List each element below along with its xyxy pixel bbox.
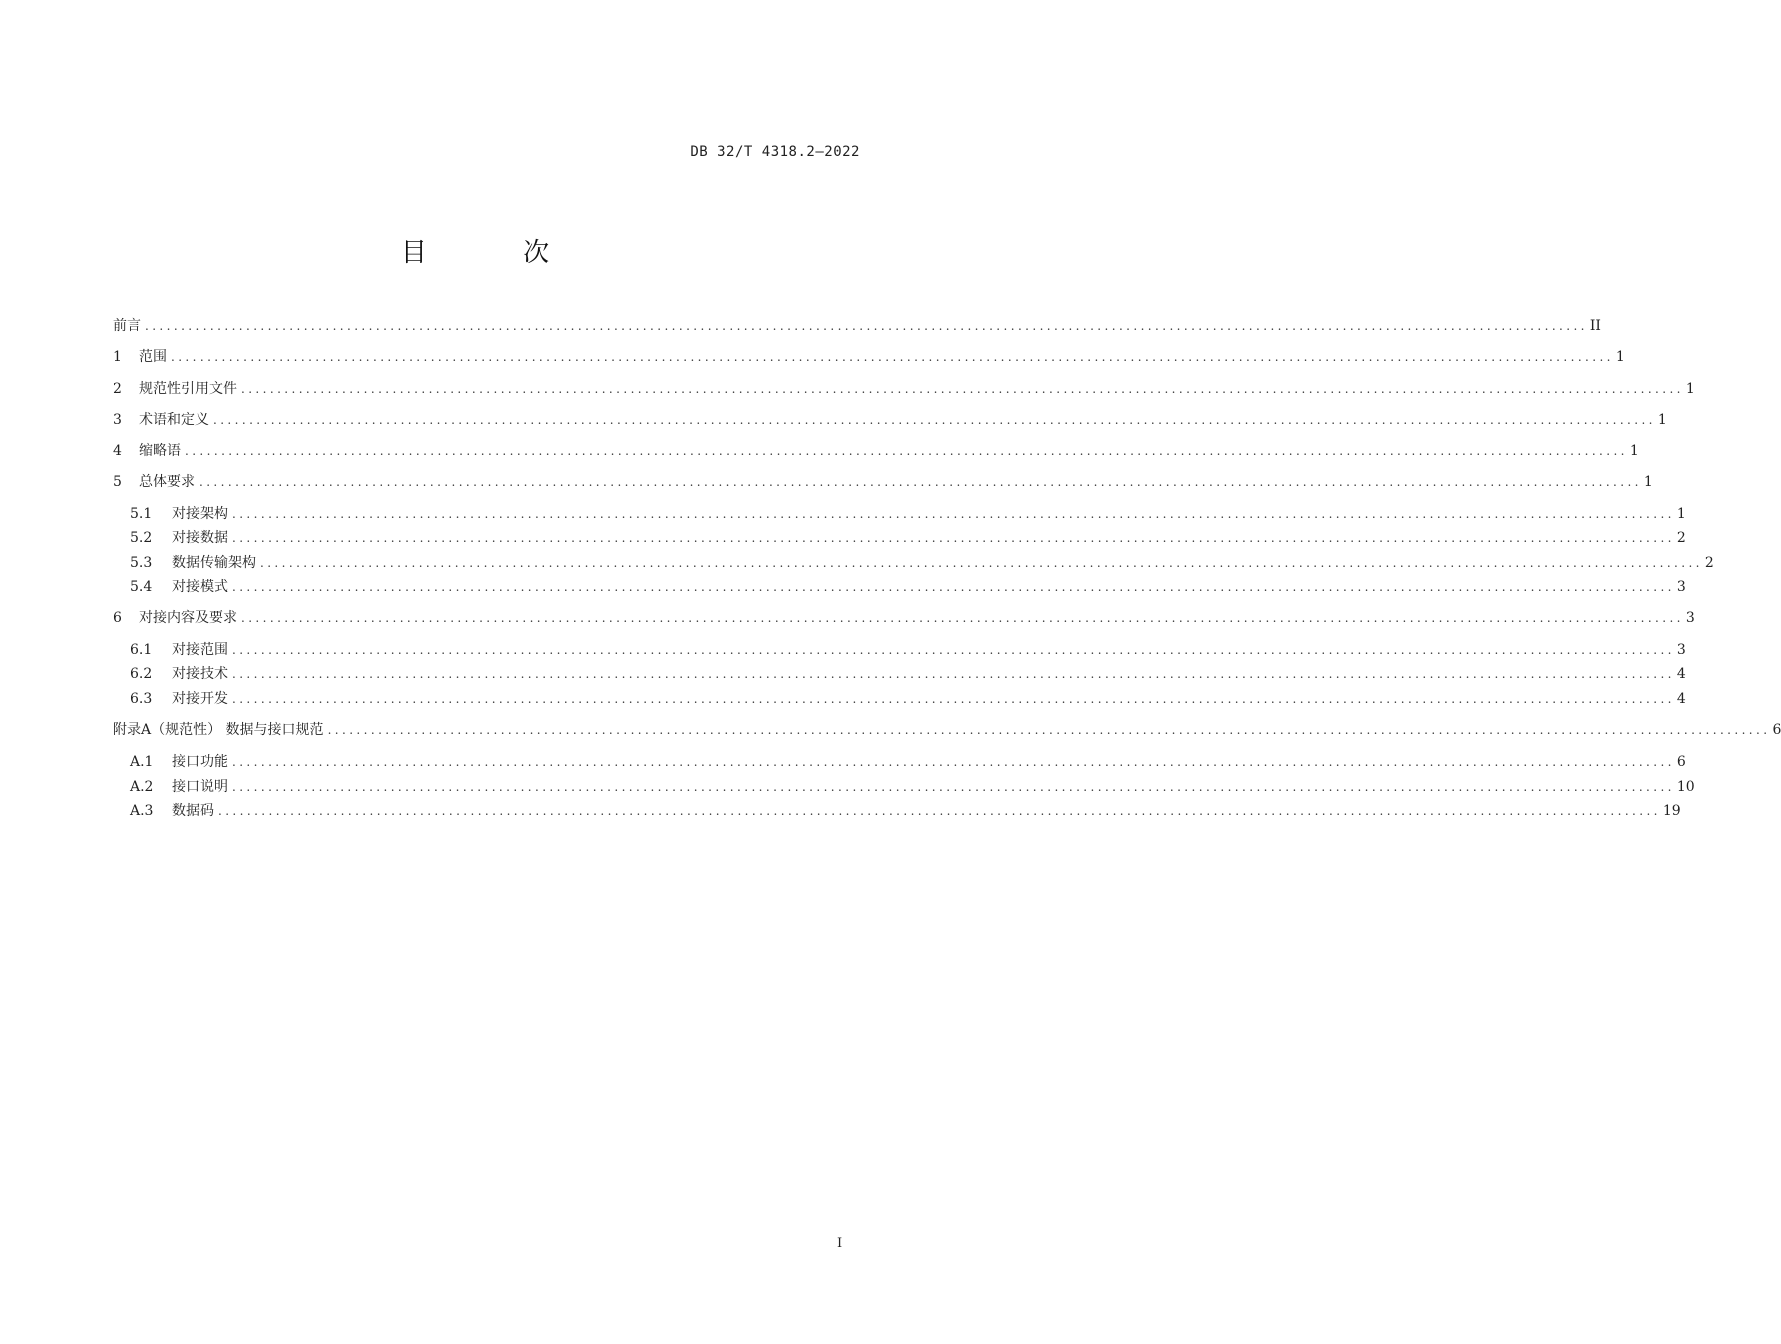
toc-entry-page: 1 [1657, 412, 1667, 428]
toc-entry-number: 6.1 [130, 642, 153, 658]
toc-entry-page: 1 [1685, 381, 1695, 397]
toc-leader-dots: ........................................................................................................................................................................................................ [213, 413, 1656, 427]
toc-entry-label: 范围 [139, 349, 167, 365]
toc-leader-dots: ........................................................................................................................................................................................................ [260, 556, 1703, 570]
toc-entry-page: 1 [1629, 443, 1639, 459]
toc-entry-label: 接口说明 [172, 779, 228, 795]
toc-entry-label: 术语和定义 [139, 412, 209, 428]
toc-entry[interactable] [130, 800, 1681, 822]
toc-entry[interactable] [113, 440, 1639, 462]
toc-entry-number: 5.2 [130, 530, 153, 546]
toc-entry-page: 19 [1662, 803, 1681, 819]
toc-entry[interactable] [113, 378, 1695, 400]
toc-entry[interactable] [130, 663, 1686, 685]
toc-entry-number: A.1 [130, 754, 154, 770]
page-number: I [837, 1236, 843, 1251]
toc-leader-dots: ........................................................................................................................................................................................................ [232, 580, 1675, 594]
document-code: DB 32/T 4318.2—2022 [690, 144, 860, 160]
toc-leader-dots: ........................................................................................................................................................................................................ [185, 444, 1628, 458]
toc-leader-dots: ........................................................................................................................................................................................................ [145, 319, 1588, 333]
toc-entry[interactable] [130, 776, 1695, 798]
toc-entry-page: 10 [1676, 779, 1695, 795]
toc-entry[interactable] [113, 409, 1667, 431]
toc-entry[interactable] [113, 471, 1653, 493]
toc-entry-label: 数据码 [172, 803, 214, 819]
toc-entry-number: A.3 [130, 803, 154, 819]
toc-entry[interactable] [113, 719, 1781, 741]
toc-leader-dots: ........................................................................................................................................................................................................ [232, 755, 1675, 769]
toc-leader-dots: ........................................................................................................................................................................................................ [241, 382, 1684, 396]
toc-entry-number: 3 [113, 412, 122, 428]
toc-leader-dots: ........................................................................................................................................................................................................ [232, 692, 1675, 706]
toc-entry-page: 2 [1704, 555, 1714, 571]
toc-entry[interactable] [113, 346, 1625, 368]
toc-leader-dots: ........................................................................................................................................................................................................ [199, 475, 1642, 489]
toc-entry-label: 对接模式 [172, 579, 228, 595]
toc-entry-page: 4 [1676, 691, 1686, 707]
toc-leader-dots: ........................................................................................................................................................................................................ [232, 780, 1675, 794]
toc-entry-page: 6 [1676, 754, 1686, 770]
toc-entry-label: 对接技术 [172, 666, 228, 682]
toc-entry-label: 接口功能 [172, 754, 228, 770]
toc-leader-dots: ........................................................................................................................................................................................................ [171, 350, 1614, 364]
toc-entry[interactable] [130, 503, 1686, 525]
toc-leader-dots: ........................................................................................................................................................................................................ [232, 667, 1675, 681]
toc-entry-label: 附录A（规范性） 数据与接口规范 [113, 722, 324, 738]
toc-leader-dots: ........................................................................................................................................................................................................ [232, 643, 1675, 657]
toc-entry[interactable] [130, 552, 1714, 574]
toc-entry-number: 6.3 [130, 691, 153, 707]
toc-entry-page: 2 [1676, 530, 1686, 546]
toc-entry-label: 总体要求 [139, 474, 195, 490]
toc-leader-dots: ........................................................................................................................................................................................................ [218, 804, 1661, 818]
page-title: 目 次 [400, 238, 594, 268]
toc-entry[interactable] [130, 576, 1686, 598]
toc-entry-label: 缩略语 [139, 443, 181, 459]
toc-entry-page: 3 [1685, 610, 1695, 626]
toc-entry-number: 5 [113, 474, 122, 490]
toc-entry[interactable] [130, 639, 1686, 661]
toc-entry[interactable] [130, 751, 1686, 773]
toc-entry-label: 对接开发 [172, 691, 228, 707]
toc-entry-number: 5.4 [130, 579, 153, 595]
toc-entry-number: 2 [113, 381, 122, 397]
toc-entry[interactable] [113, 315, 1601, 337]
toc-entry-number: 5.3 [130, 555, 153, 571]
toc-entry-label: 对接架构 [172, 506, 228, 522]
toc-entry-number: 1 [113, 349, 122, 365]
toc-entry-label: 规范性引用文件 [139, 381, 237, 397]
toc-entry-label: 对接范围 [172, 642, 228, 658]
toc-entry[interactable] [130, 527, 1686, 549]
toc-entry-label: 数据传输架构 [172, 555, 256, 571]
toc-entry-number: 6.2 [130, 666, 153, 682]
toc-entry-page: 1 [1615, 349, 1625, 365]
toc-entry-page: 4 [1676, 666, 1686, 682]
toc-leader-dots: ........................................................................................................................................................................................................ [232, 507, 1675, 521]
toc-entry-page: 3 [1676, 579, 1686, 595]
toc-leader-dots: ........................................................................................................................................................................................................ [327, 723, 1771, 737]
toc-entry-label: 对接内容及要求 [139, 610, 237, 626]
toc-entry-number: 5.1 [130, 506, 153, 522]
toc-entry-label: 前言 [113, 318, 141, 334]
toc-entry-page: 6 [1772, 722, 1781, 738]
toc-entry-page: 1 [1643, 474, 1653, 490]
toc-entry-label: 对接数据 [172, 530, 228, 546]
toc-entry[interactable] [113, 607, 1695, 629]
toc-entry-page: II [1589, 318, 1601, 334]
toc-entry-number: A.2 [130, 779, 154, 795]
toc-leader-dots: ........................................................................................................................................................................................................ [232, 531, 1675, 545]
toc-entry-page: 3 [1676, 642, 1686, 658]
toc-entry-number: 6 [113, 610, 122, 626]
toc-entry[interactable] [130, 688, 1686, 710]
toc-entry-page: 1 [1676, 506, 1686, 522]
toc-entry-number: 4 [113, 443, 122, 459]
toc-leader-dots: ........................................................................................................................................................................................................ [241, 611, 1684, 625]
